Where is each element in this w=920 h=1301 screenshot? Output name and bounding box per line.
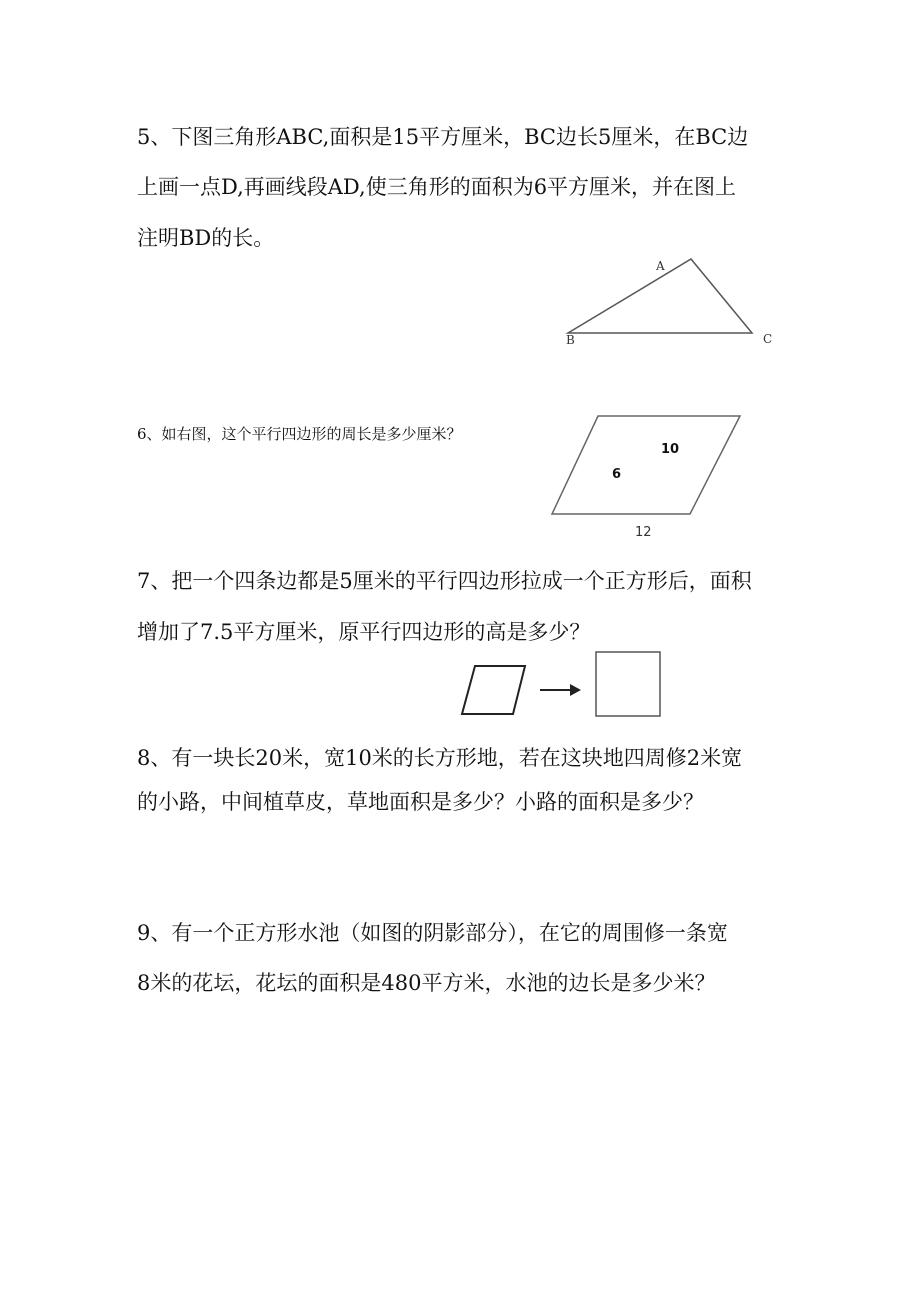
height-label: 6 xyxy=(612,467,622,482)
vertex-a-label: A xyxy=(656,259,665,273)
question-8-line-1: 8、有一块长20米，宽10米的长方形地，若在这块地四周修2米宽 xyxy=(137,746,743,770)
question-9-line-2: 8米的花坛，花坛的面积是480平方米，水池的边长是多少米？ xyxy=(137,971,716,995)
vertex-b-label: B xyxy=(566,333,575,347)
base-length-label: 12 xyxy=(635,525,652,540)
vertex-c-label: C xyxy=(763,332,773,346)
question-5-line-1: 5、下图三角形ABC,面积是15平方厘米，BC边长5厘米，在BC边 xyxy=(137,125,749,149)
question-8-line-2: 的小路，中间植草皮，草地面积是多少？小路的面积是多少？ xyxy=(137,790,704,814)
question-7-line-1: 7、把一个四条边都是5厘米的平行四边形拉成一个正方形后，面积 xyxy=(137,569,752,593)
question-6-text: 6、如右图，这个平行四边形的周长是多少厘米？ xyxy=(137,425,462,443)
question-9-line-1: 9、有一个正方形水池（如图的阴影部分），在它的周围修一条宽 xyxy=(137,921,728,945)
small-parallelogram xyxy=(462,666,525,714)
question-5-line-2: 上画一点D,再画线段AD,使三角形的面积为6平方厘米，并在图上 xyxy=(137,175,737,199)
square-shape xyxy=(596,652,660,716)
side-length-label: 10 xyxy=(661,442,680,457)
arrow-head-icon xyxy=(570,684,581,696)
question-5-line-3: 注明BD的长。 xyxy=(137,226,275,250)
question-7-line-2: 增加了7.5平方厘米，原平行四边形的高是多少？ xyxy=(137,620,591,644)
